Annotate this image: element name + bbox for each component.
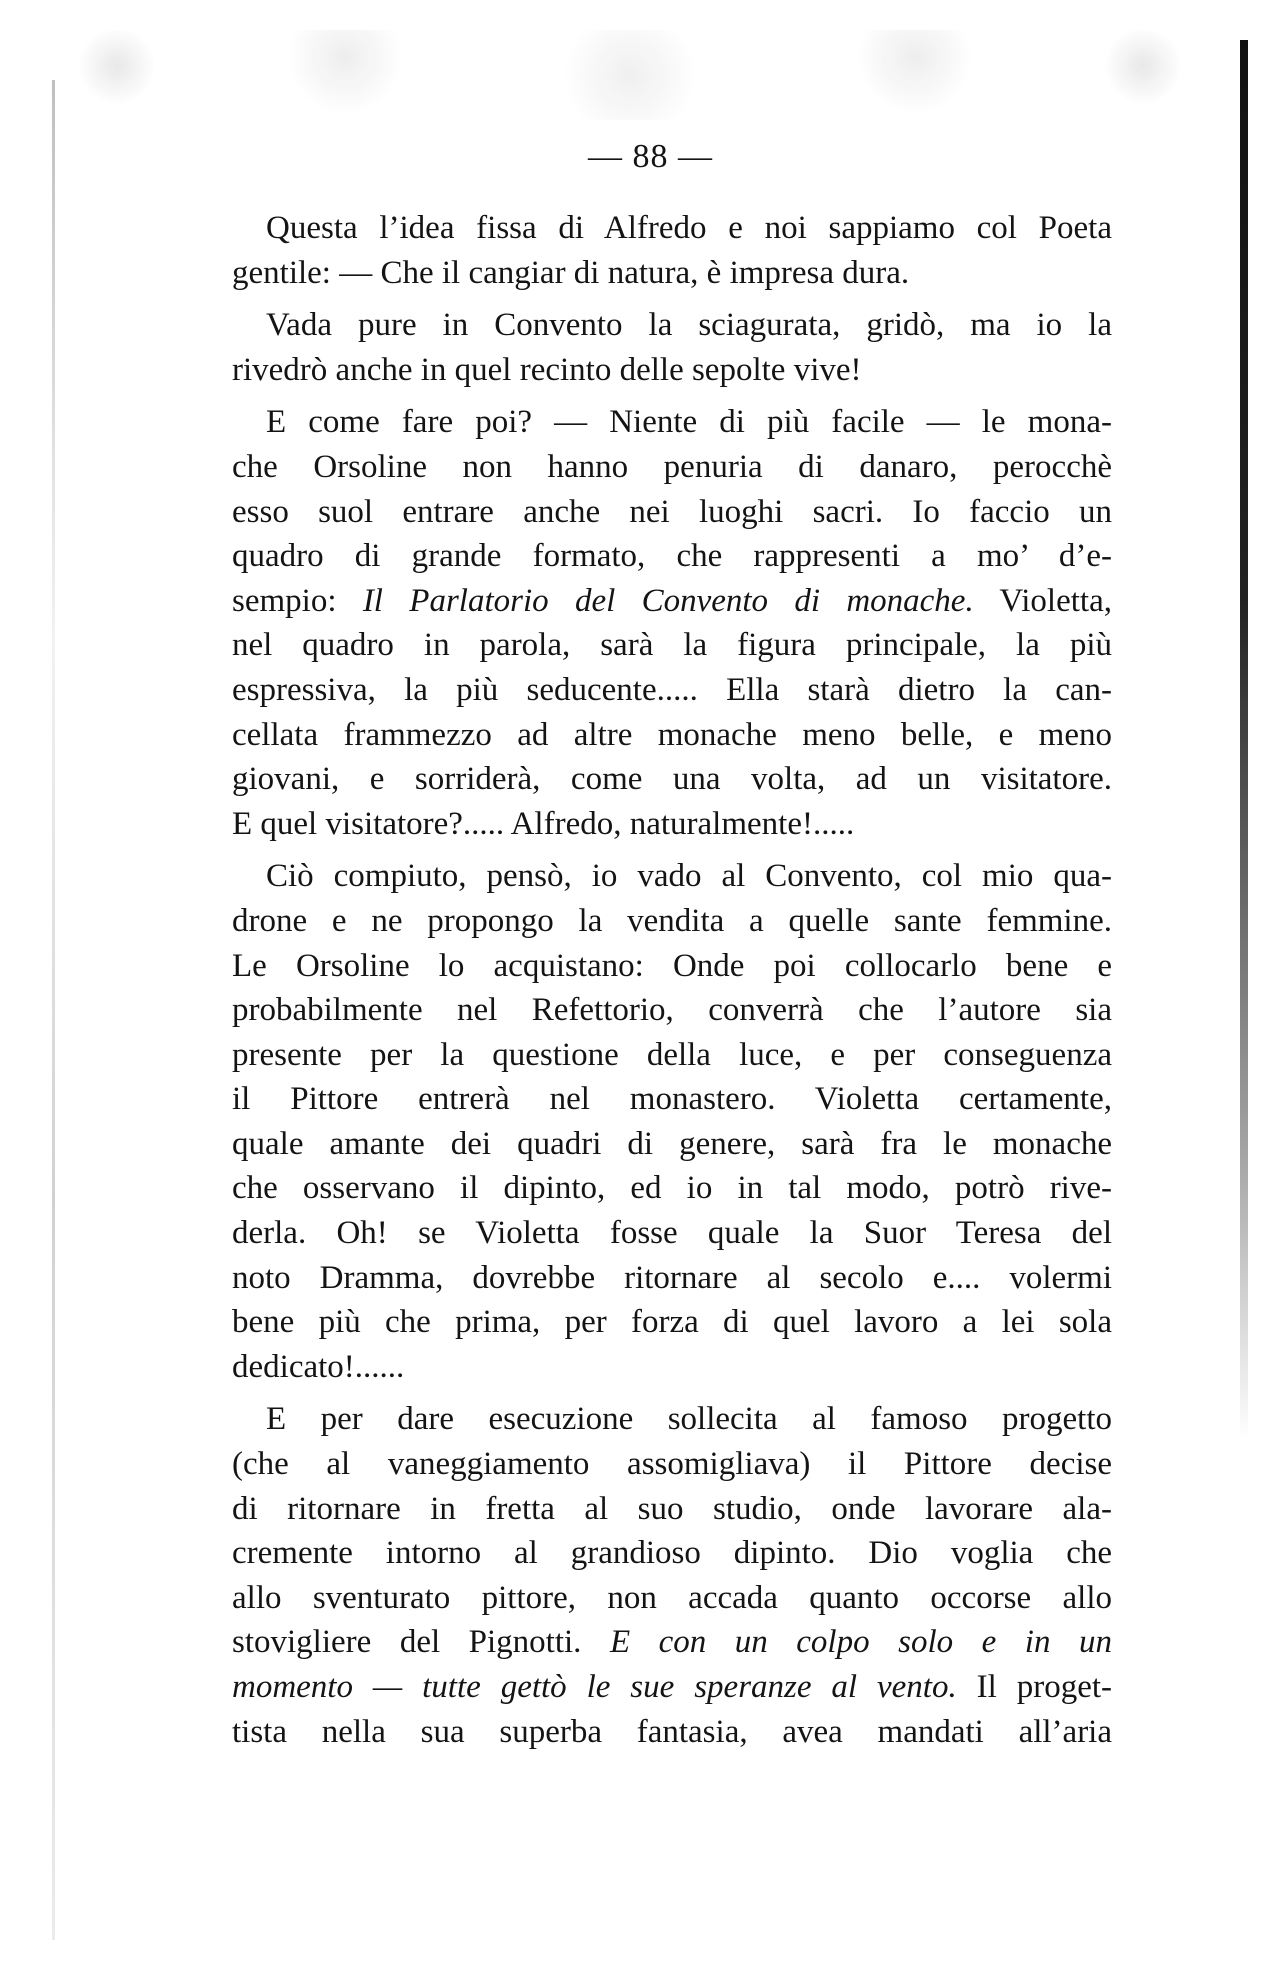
text-line: tista nella sua superba fantasia, avea mandati all’aria xyxy=(232,1713,1112,1750)
text-line: presente per la questione della luce, e per conseguenza xyxy=(232,1036,1112,1073)
text-line: espressiva, la più seducente..... Ella starà dietro la can- xyxy=(232,671,1112,708)
text-line: cremente intorno al grandioso dipinto. Dio voglia che xyxy=(232,1535,1112,1572)
text-line: cellata frammezzo ad altre monache meno belle, e meno xyxy=(232,716,1112,753)
paragraph-5 xyxy=(232,1397,1112,1754)
text-line xyxy=(232,579,1112,624)
text-line: Ciò compiuto, pensò, io vado al Convento, col mio qua- xyxy=(266,858,1112,895)
text-line: Vada pure in Convento la sciagurata, gridò, ma io la xyxy=(266,307,1112,344)
text-line: Le Orsoline lo acquistano: Onde poi collocarlo bene e xyxy=(232,947,1112,984)
scan-edge-right xyxy=(1240,40,1248,1440)
text-line: probabilmente nel Refettorio, converrà che l’autore sia xyxy=(232,992,1112,1029)
text-line: il Pittore entrerà nel monastero. Violetta certamente, xyxy=(232,1081,1112,1118)
text-line xyxy=(232,1620,1112,1665)
text-line: E per dare esecuzione sollecita al famoso progetto xyxy=(266,1401,1112,1438)
scan-edge-left xyxy=(52,80,55,1940)
text-line: bene più che prima, per forza di quel lavoro a lei sola xyxy=(232,1304,1112,1341)
text-line: (che al vaneggiamento assomigliava) il Pittore decise xyxy=(232,1446,1112,1483)
text-line: drone e ne propongo la vendita a quelle sante femmine. xyxy=(232,902,1112,939)
text-line: quadro di grande formato, che rappresenti a mo’ d’e- xyxy=(232,538,1112,575)
text-segment: Violetta, xyxy=(973,582,1112,619)
body-text xyxy=(232,206,1112,1762)
text-line: quale amante dei quadri di genere, sarà fra le monache xyxy=(232,1125,1112,1162)
text-line: giovani, e sorriderà, come una volta, ad un visitatore. xyxy=(232,761,1112,798)
page-number: — 88 — xyxy=(588,138,713,175)
text-line: di ritornare in fretta al suo studio, onde lavorare ala- xyxy=(232,1490,1112,1527)
paragraph-3 xyxy=(232,400,1112,846)
italic-quote: momento — tutte gettò le sue speranze al vento. xyxy=(232,1669,957,1705)
text-line: noto Dramma, dovrebbe ritornare al secolo e.... volermi xyxy=(232,1259,1112,1296)
scan-noise xyxy=(60,30,1200,120)
text-line: E come fare poi? — Niente di più facile — le mona- xyxy=(266,404,1112,441)
text-line: dedicato!...... xyxy=(232,1348,405,1385)
italic-title: Il Parlatorio del Convento di monache. xyxy=(362,582,974,619)
paragraph-2 xyxy=(232,303,1112,392)
text-line xyxy=(232,1665,1112,1710)
text-line: E quel visitatore?..... Alfredo, naturalmente!..... xyxy=(232,805,855,842)
text-line: che osservano il dipinto, ed io in tal modo, potrò rive- xyxy=(232,1170,1112,1207)
italic-quote: E con un colpo solo e in un xyxy=(609,1624,1112,1661)
text-line: esso suol entrare anche nei luoghi sacri. Io faccio un xyxy=(232,493,1112,530)
text-segment: stovigliere del Pignotti. xyxy=(232,1624,610,1661)
text-segment: sempio: xyxy=(232,582,363,619)
text-line: Questa l’idea fissa di Alfredo e noi sappiamo col Poeta xyxy=(266,210,1112,246)
text-line: rivedrò anche in quel recinto delle sepolte vive! xyxy=(232,351,862,388)
text-line: derla. Oh! se Violetta fosse quale la Suor Teresa del xyxy=(232,1215,1112,1252)
paragraph-4 xyxy=(232,854,1112,1389)
text-line: gentile: — Che il cangiar di natura, è impresa dura. xyxy=(232,254,910,291)
paragraph-1 xyxy=(232,206,1112,295)
text-segment: Il proget- xyxy=(956,1669,1113,1705)
text-line: nel quadro in parola, sarà la figura principale, la più xyxy=(232,627,1112,664)
text-line: che Orsoline non hanno penuria di danaro, perocchè xyxy=(232,448,1112,485)
text-line: allo sventurato pittore, non accada quanto occorse allo xyxy=(232,1579,1112,1616)
